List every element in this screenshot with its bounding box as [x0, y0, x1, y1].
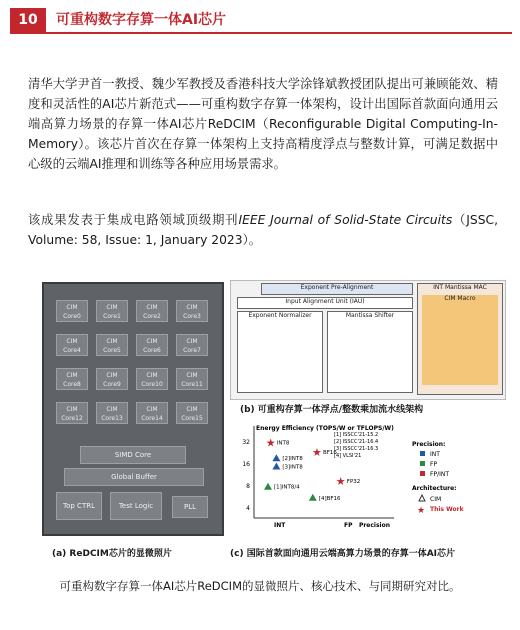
reference-note: [1] ISSCC'21-15.2	[334, 432, 379, 438]
legend-swatch	[420, 451, 425, 456]
cim-core-14: CIM Core14	[136, 402, 168, 424]
cim-core-4: CIM Core4	[56, 334, 88, 356]
data-point	[264, 483, 272, 490]
mac-block	[417, 283, 503, 395]
cim-macro	[422, 295, 498, 385]
shifter-label: Mantissa Shifter	[345, 312, 395, 319]
cim-core-7: CIM Core7	[176, 334, 208, 356]
y-tick-label: 8	[246, 483, 250, 490]
cim-core-10: CIM Core10	[136, 368, 168, 390]
legend-item: FP/INT	[430, 471, 450, 478]
normalizer-label: Exponent Normalizer	[248, 312, 312, 319]
y-axis-label: Energy Efficiency (TOPS/W or TFLOPS/W)	[256, 425, 394, 432]
data-point-label: FP32	[346, 479, 361, 486]
data-point-label: [1]INT8/4	[274, 484, 300, 491]
architecture-diagram	[230, 280, 506, 400]
cim-core-9: CIM Core9	[96, 368, 128, 390]
data-point	[272, 462, 280, 469]
paragraph-publication	[28, 210, 498, 250]
x-tick-label: INT	[274, 522, 286, 529]
global-buffer: Global Buffer	[64, 468, 204, 486]
data-point-label: [2]INT8	[282, 456, 303, 463]
data-point-label: BF16	[323, 449, 337, 456]
reference-note: [3] ISSCC'21-16.3	[334, 446, 379, 452]
y-tick-label: 32	[242, 439, 250, 446]
mac-label: INT Mantissa MAC	[433, 284, 487, 291]
cim-core-13: CIM Core13	[96, 402, 128, 424]
cim-core-12: CIM Core12	[56, 402, 88, 424]
y-tick-label: 16	[242, 461, 250, 468]
cim-core-2: CIM Core2	[136, 300, 168, 322]
simd-core: SIMD Core	[80, 446, 186, 464]
figure	[42, 280, 504, 570]
legend-swatch	[420, 471, 425, 476]
subcaption-b: (b) 可重构存算一体浮点/整数乘加流水线架构	[240, 405, 424, 415]
section-header	[10, 8, 512, 34]
normalizer-block	[237, 311, 323, 393]
reference-note: [2] ISSCC'21-16.4	[334, 439, 379, 445]
publication-suffix: （JSSC, Volume: 58, Issue: 1, January 2023）。	[28, 213, 498, 247]
reference-note: [4] VLSI'21	[334, 453, 362, 459]
publication-prefix: 该成果发表于集成电路领域顶级期刊	[28, 213, 239, 227]
x-axis-label: Precision	[358, 522, 390, 529]
legend-title-architecture: Architecture:	[412, 485, 457, 492]
top-ctrl: Top CTRL	[56, 492, 102, 520]
pre-alignment-label: Exponent Pre-Alignment	[261, 283, 413, 295]
legend-item: FP	[430, 461, 438, 468]
efficiency-chart	[230, 418, 504, 538]
legend-star-icon: ★	[417, 506, 426, 516]
data-point-label: INT8	[276, 440, 290, 447]
cim-core-0: CIM Core0	[56, 300, 88, 322]
data-point-label: [3]INT8	[282, 464, 303, 471]
legend-arch-item: CIM	[430, 496, 442, 503]
journal-name: IEEE Journal of Solid-State Circuits	[238, 213, 453, 227]
section-number: 10	[10, 8, 46, 32]
cim-core-6: CIM Core6	[136, 334, 168, 356]
star-marker: ★	[335, 475, 346, 489]
legend-swatch	[420, 461, 425, 466]
subcaption-c: (c) 国际首款面向通用云端高算力场景的存算一体AI芯片	[230, 549, 456, 559]
legend-item: INT	[430, 451, 440, 458]
section-title: 可重构数字存算一体AI芯片	[56, 12, 227, 28]
legend-arch-item: This Work	[430, 506, 464, 513]
star-marker: ★	[265, 436, 276, 450]
pll: PLL	[172, 496, 208, 518]
cim-core-8: CIM Core8	[56, 368, 88, 390]
paragraph-intro: 清华大学尹首一教授、魏少军教授及香港科技大学涂锋斌教授团队提出可兼顾能效、精度和灵活性的AI芯片新范式——可重构数字存算一体架构，设计出国际首款面向通用云端高算力场景的存算一体AI芯片ReDCIM（Reconfigurable Digital Computing-In-Memory）。该芯片首次在存算一体架构上支持高精度浮点与整数计算，可满足数据中心级的云端AI推理和训练等各种应用场景需求。	[28, 77, 498, 171]
star-marker: ★	[312, 445, 322, 459]
data-point-label: [4]BF16	[318, 495, 341, 502]
shifter-block	[327, 311, 413, 393]
figure-caption: 可重构数字存算一体AI芯片ReDCIM的显微照片、核心技术、与同期研究对比。	[59, 579, 461, 593]
x-tick-label: FP	[344, 522, 353, 529]
cim-core-1: CIM Core1	[96, 300, 128, 322]
cim-core-11: CIM Core11	[176, 368, 208, 390]
cim-macro-label: CIM Macro	[444, 295, 476, 302]
data-point	[272, 454, 280, 461]
cim-core-3: CIM Core3	[176, 300, 208, 322]
subcaption-a: (a) ReDCIM芯片的显微照片	[52, 549, 172, 559]
die-photo	[42, 282, 224, 536]
test-logic: Test Logic	[110, 492, 162, 520]
y-tick-label: 4	[246, 505, 250, 512]
data-point	[309, 494, 317, 501]
cim-core-5: CIM Core5	[96, 334, 128, 356]
iau-label: Input Alignment Unit (IAU)	[237, 297, 413, 309]
cim-core-15: CIM Core15	[176, 402, 208, 424]
legend-title-precision: Precision:	[412, 441, 446, 448]
legend-cim-icon	[419, 495, 425, 501]
